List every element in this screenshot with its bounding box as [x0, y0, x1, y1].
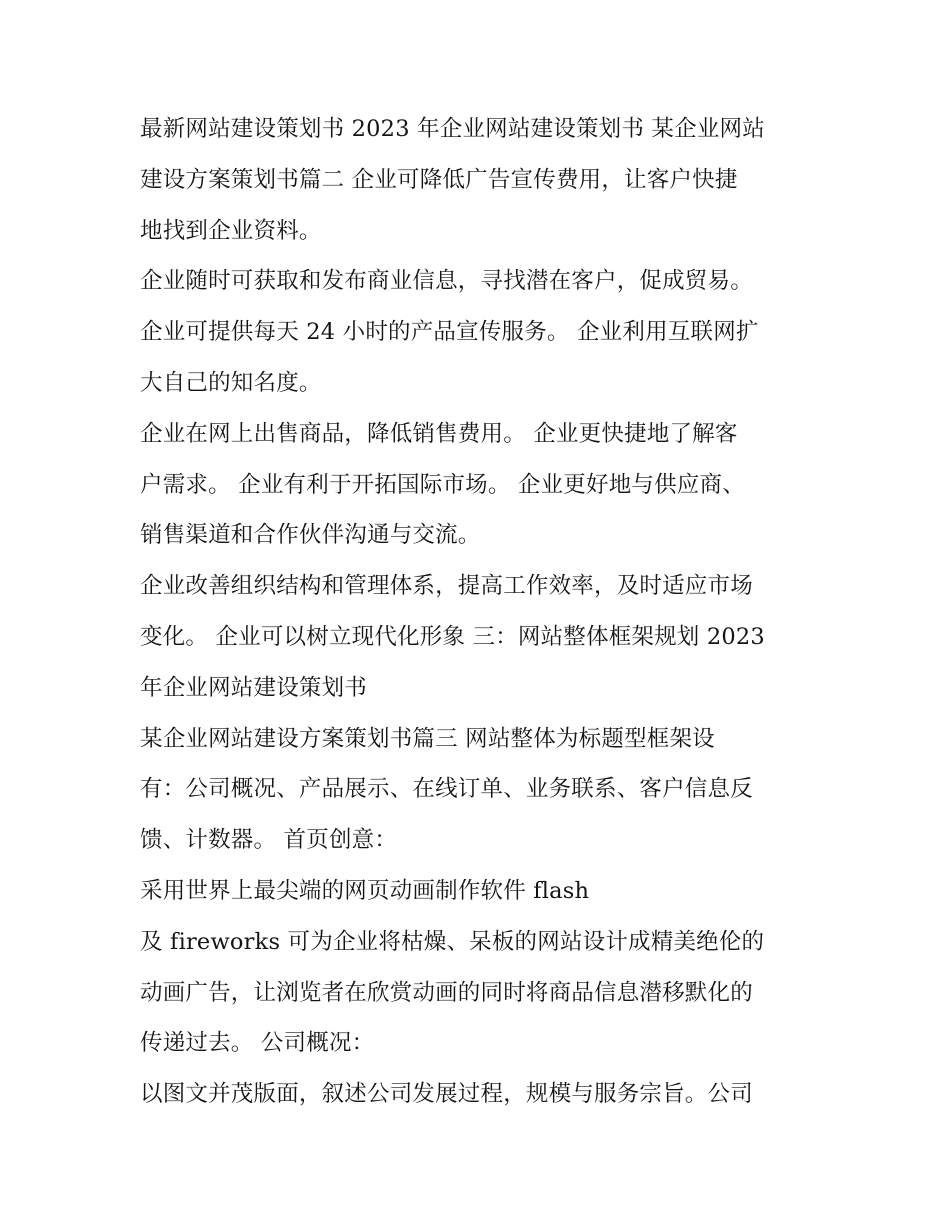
text-line: 馈、计数器。 首页创意：: [140, 827, 398, 854]
text-line: 以图文并茂版面，叙述公司发展过程，规模与服务宗旨。公司: [140, 1081, 753, 1108]
text-line: 有：公司概况、产品展示、在线订单、业务联系、客户信息反: [140, 776, 753, 803]
text-line: 变化。 企业可以树立现代化形象 三：网站整体框架规划 2023: [140, 623, 765, 650]
document-body: [140, 104, 820, 1120]
text-line: 户需求。 企业有利于开拓国际市场。 企业更好地与供应商、: [140, 471, 745, 498]
text-line: 及 fireworks 可为企业将枯燥、呆板的网站设计成精美绝伦的: [140, 928, 765, 955]
text-line: 企业改善组织结构和管理体系，提高工作效率，及时适应市场: [140, 573, 753, 600]
text-line: 传递过去。 公司概况：: [140, 1030, 375, 1057]
text-line: 采用世界上最尖端的网页动画制作软件 flash: [140, 877, 590, 904]
text-line: 企业在网上出售商品，降低销售费用。 企业更快捷地了解客: [140, 420, 738, 447]
text-line: 建设方案策划书篇二 企业可降低广告宣传费用，让客户快捷: [140, 166, 738, 193]
text-line: 最新网站建设策划书 2023 年企业网站建设策划书 某企业网站: [140, 116, 765, 142]
text-line: 动画广告，让浏览者在欣赏动画的同时将商品信息潜移默化的: [140, 979, 753, 1006]
text-line: 某企业网站建设方案策划书篇三 网站整体为标题型框架设: [140, 725, 715, 752]
text-line: 企业随时可获取和发布商业信息，寻找潜在客户，促成贸易。: [140, 268, 753, 295]
text-line: 地找到企业资料。: [140, 217, 322, 244]
text-line: 年企业网站建设策划书: [140, 674, 368, 701]
text-line: 企业可提供每天 24 小时的产品宣传服务。 企业利用互联网扩: [140, 319, 759, 346]
text-line: 大自己的知名度。: [140, 369, 322, 396]
text-line: 销售渠道和合作伙伴沟通与交流。: [140, 522, 481, 549]
